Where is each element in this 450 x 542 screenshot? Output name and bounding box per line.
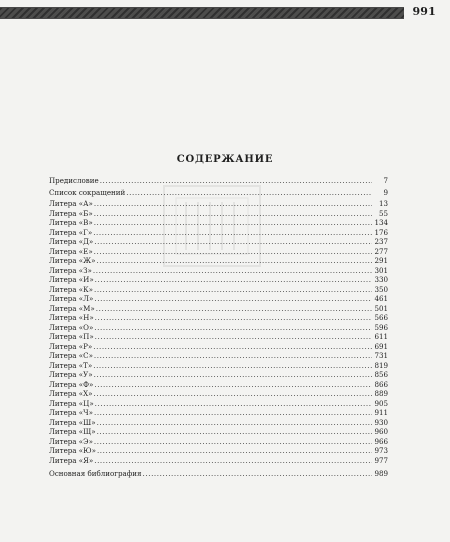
page-header (0, 0, 450, 22)
toc-leader-dots (95, 333, 372, 340)
toc-leader-dots (94, 390, 372, 397)
toc-entry (49, 362, 388, 372)
toc-entry-page: 7 (383, 176, 388, 185)
toc-entry-page: 731 (374, 351, 388, 360)
toc-entry-page: 611 (374, 332, 388, 341)
toc-leader-dots (94, 381, 372, 388)
toc-leader-dots (94, 409, 372, 416)
toc-entry (49, 438, 388, 448)
toc-entry (49, 400, 388, 410)
toc-entry-label: Литера «Б» (49, 208, 93, 218)
toc-entry (49, 189, 388, 199)
toc-entry-page: 461 (374, 294, 388, 303)
toc-leader-dots (97, 447, 372, 454)
toc-leader-dots (93, 229, 372, 236)
toc-leader-dots (94, 238, 372, 245)
toc-leader-dots (94, 248, 372, 255)
toc-leader-dots (95, 276, 372, 283)
toc-entry (49, 314, 388, 324)
toc-entry-label: Литера «З» (49, 265, 92, 275)
toc-entry-page: 691 (374, 341, 388, 351)
toc-entry-page: 176 (374, 227, 388, 237)
toc-leader-dots (97, 419, 372, 426)
toc-entry (49, 295, 388, 305)
toc-entry (49, 200, 388, 210)
toc-entry (49, 324, 388, 334)
toc-entry (49, 248, 388, 258)
toc-entry (49, 286, 388, 296)
toc-entry-page: 911 (374, 408, 388, 417)
table-of-contents (49, 177, 388, 480)
toc-entry (49, 409, 388, 419)
toc-entry-label: Литера «У» (49, 370, 93, 379)
toc-entry-page: 596 (374, 322, 388, 332)
toc-entry (49, 177, 388, 187)
toc-leader-dots (143, 470, 373, 477)
toc-entry-label: Литера «Э» (49, 436, 93, 446)
toc-entry-label: Литера «Х» (49, 389, 93, 398)
toc-leader-dots (94, 438, 372, 445)
toc-entry (49, 470, 388, 480)
toc-entry (49, 333, 388, 343)
toc-entry-page: 930 (374, 417, 388, 427)
toc-entry (49, 257, 388, 267)
toc-entry (49, 219, 388, 229)
toc-entry-label: Литера «С» (49, 351, 93, 360)
toc-leader-dots (126, 189, 372, 196)
toc-entry-page: 350 (374, 284, 388, 294)
toc-leader-dots (94, 295, 372, 302)
toc-leader-dots (94, 371, 372, 378)
toc-entry-label: Литера «М» (49, 303, 95, 313)
toc-entry-label: Литера «Ч» (49, 408, 93, 417)
toc-entry-page: 856 (374, 370, 388, 379)
toc-entry-label: Основная библиография (49, 469, 142, 478)
toc-entry-page: 819 (374, 360, 388, 370)
toc-entry-page: 13 (378, 199, 388, 208)
toc-entry-label: Литера «Л» (49, 294, 94, 303)
toc-entry-page: 905 (374, 398, 388, 408)
ornamental-border (0, 7, 404, 19)
toc-entry (49, 447, 388, 457)
toc-entry-label: Литера «Ю» (49, 446, 96, 455)
toc-entry (49, 352, 388, 362)
toc-entry (49, 267, 388, 277)
toc-entry (49, 371, 388, 381)
toc-entry-label: Литера «Ф» (49, 379, 94, 389)
toc-leader-dots (94, 210, 372, 217)
toc-entry-label: Литера «Д» (49, 237, 94, 246)
page-number: 991 (412, 5, 436, 18)
toc-entry (49, 428, 388, 438)
toc-entry-label: Литера «Е» (49, 246, 93, 256)
toc-entry (49, 276, 388, 286)
toc-entry-page: 301 (374, 265, 388, 275)
toc-leader-dots (94, 352, 372, 359)
toc-entry-label: Литера «Н» (49, 313, 94, 322)
toc-entry-label: Литера «Р» (49, 341, 93, 351)
toc-entry-page: 134 (374, 218, 388, 227)
toc-entry (49, 343, 388, 353)
toc-leader-dots (94, 457, 372, 464)
toc-entry-page: 9 (383, 187, 388, 197)
toc-entry-label: Литера «Ш» (49, 417, 96, 427)
toc-entry (49, 305, 388, 315)
toc-entry (49, 229, 388, 239)
toc-entry-label: Литера «О» (49, 322, 94, 332)
toc-leader-dots (94, 286, 372, 293)
toc-entry-page: 330 (374, 275, 388, 284)
toc-entry-page: 889 (374, 389, 388, 398)
toc-entry-page: 277 (374, 246, 388, 256)
toc-entry (49, 390, 388, 400)
toc-entry-label: Литера «Г» (49, 227, 93, 237)
toc-entry (49, 210, 388, 220)
toc-entry-label: Литера «Я» (49, 455, 94, 465)
toc-entry (49, 238, 388, 248)
toc-entry-page: 866 (374, 379, 388, 389)
toc-entry (49, 419, 388, 429)
toc-entry-page: 977 (374, 455, 388, 465)
toc-entry-page: 966 (374, 436, 388, 446)
toc-entry-label: Литера «П» (49, 332, 94, 341)
toc-entry-page: 989 (374, 469, 388, 478)
toc-leader-dots (94, 219, 372, 226)
toc-leader-dots (100, 177, 372, 184)
toc-entry-label: Литера «Т» (49, 360, 93, 370)
toc-leader-dots (96, 305, 372, 312)
toc-entry-page: 566 (374, 313, 388, 322)
toc-entry-page: 291 (374, 256, 388, 265)
toc-leader-dots (93, 343, 372, 350)
toc-entry-page: 960 (374, 427, 388, 436)
toc-title: СОДЕРЖАНИЕ (176, 154, 274, 165)
toc-entry-label: Литера «А» (49, 199, 93, 208)
toc-leader-dots (93, 362, 372, 369)
toc-leader-dots (93, 267, 372, 274)
toc-entry (49, 381, 388, 391)
toc-entry-label: Предисловие (49, 176, 99, 185)
toc-leader-dots (95, 314, 372, 321)
toc-entry (49, 457, 388, 467)
toc-entry-page: 501 (374, 303, 388, 313)
toc-entry-label: Литера «Щ» (49, 427, 96, 436)
toc-entry-label: Литера «К» (49, 284, 93, 294)
toc-leader-dots (97, 428, 372, 435)
toc-leader-dots (94, 200, 372, 207)
toc-leader-dots (96, 257, 372, 264)
toc-entry-label: Литера «Ц» (49, 398, 94, 408)
toc-entry-label: Литера «И» (49, 275, 94, 284)
toc-entry-label: Список сокращений (49, 187, 126, 197)
toc-leader-dots (95, 400, 372, 407)
toc-entry-label: Литера «Ж» (49, 256, 96, 265)
toc-entry-page: 55 (378, 208, 388, 218)
toc-entry-page: 237 (374, 237, 388, 246)
toc-entry-label: Литера «В» (49, 218, 93, 227)
toc-leader-dots (94, 324, 372, 331)
toc-entry-page: 973 (374, 446, 388, 455)
